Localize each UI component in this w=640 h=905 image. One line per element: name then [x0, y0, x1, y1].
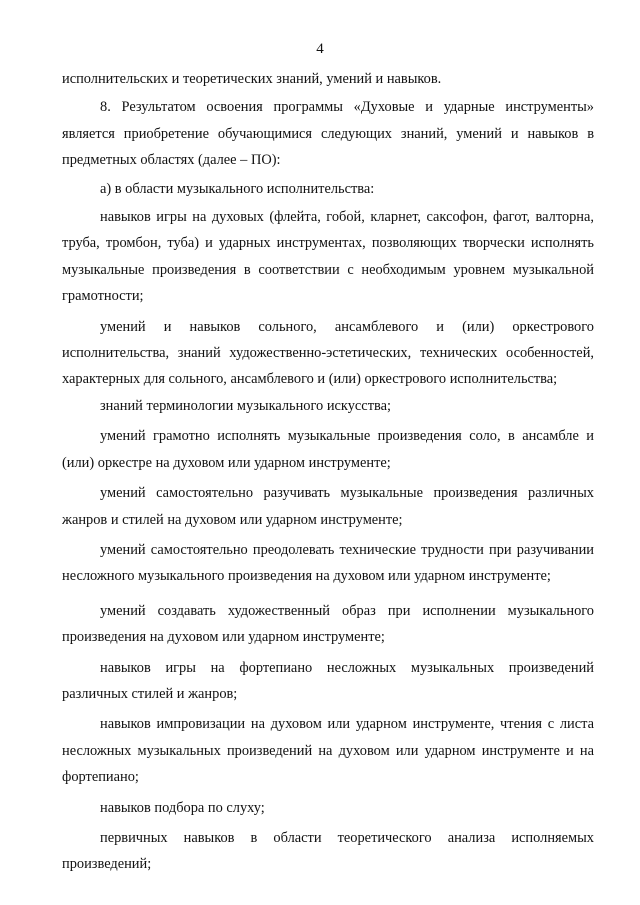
- list-item-ear-selection: навыков подбора по слуху;: [100, 799, 265, 816]
- list-item-theoretical-analysis: первичных навыков в области теоретического анализа исполняемых произведений;: [62, 829, 594, 873]
- document-body: [62, 66, 594, 878]
- page-number: 4: [316, 41, 324, 57]
- paragraph-program-results: 8. Результатом освоения программы «Духовые и ударные инструменты» является приобретение обучающимися следующих знаний, умений и навыков в предметных областях (далее – ПО):: [62, 99, 594, 169]
- list-item-improvisation: навыков импровизации на духовом или ударном инструменте, чтения с листа несложных музыкальных произведений на духовом или ударном инструменте и на фортепиано;: [62, 716, 594, 786]
- paragraph-section-a: а) в области музыкального исполнительства:: [100, 180, 375, 197]
- list-item-independent-learning: умений самостоятельно разучивать музыкальные произведения различных жанров и стилей на духовом или ударном инструменте;: [62, 485, 594, 528]
- paragraph-continuation: исполнительских и теоретических знаний, умений и навыков.: [62, 71, 442, 87]
- list-item-piano-skills: навыков игры на фортепиано несложных музыкальных произведений различных стилей и жанров;: [62, 659, 594, 702]
- list-item-artistic-image: умений создавать художественный образ при исполнении музыкального произведения на духовом или ударном инструменте;: [62, 602, 594, 646]
- list-item-competent-performance: умений грамотно исполнять музыкальные произведения соло, в ансамбле и (или) оркестре на духовом или ударном инструменте;: [62, 428, 594, 471]
- list-item-technical-difficulties: умений самостоятельно преодолевать технические трудности при разучивании несложного музыкального произведения на духовом или ударном инструменте;: [62, 541, 594, 585]
- list-item-playing-skills: навыков игры на духовых (флейта, гобой, кларнет, саксофон, фагот, валторна, труба, тромбон, туба) и ударных инструментах, позволяющих творчески исполнять музыкальные произведения в соответствии с необходимым уровнем музыкальной грамотности;: [62, 209, 594, 305]
- list-item-terminology: знаний терминологии музыкального искусства;: [100, 397, 391, 414]
- list-item-solo-ensemble-skills: умений и навыков сольного, ансамблевого и (или) оркестрового исполнительства, знаний художественно-эстетических, технических особенностей, характерных для сольного, ансамблевого и (или) оркестрового исполнительства;: [62, 318, 594, 388]
